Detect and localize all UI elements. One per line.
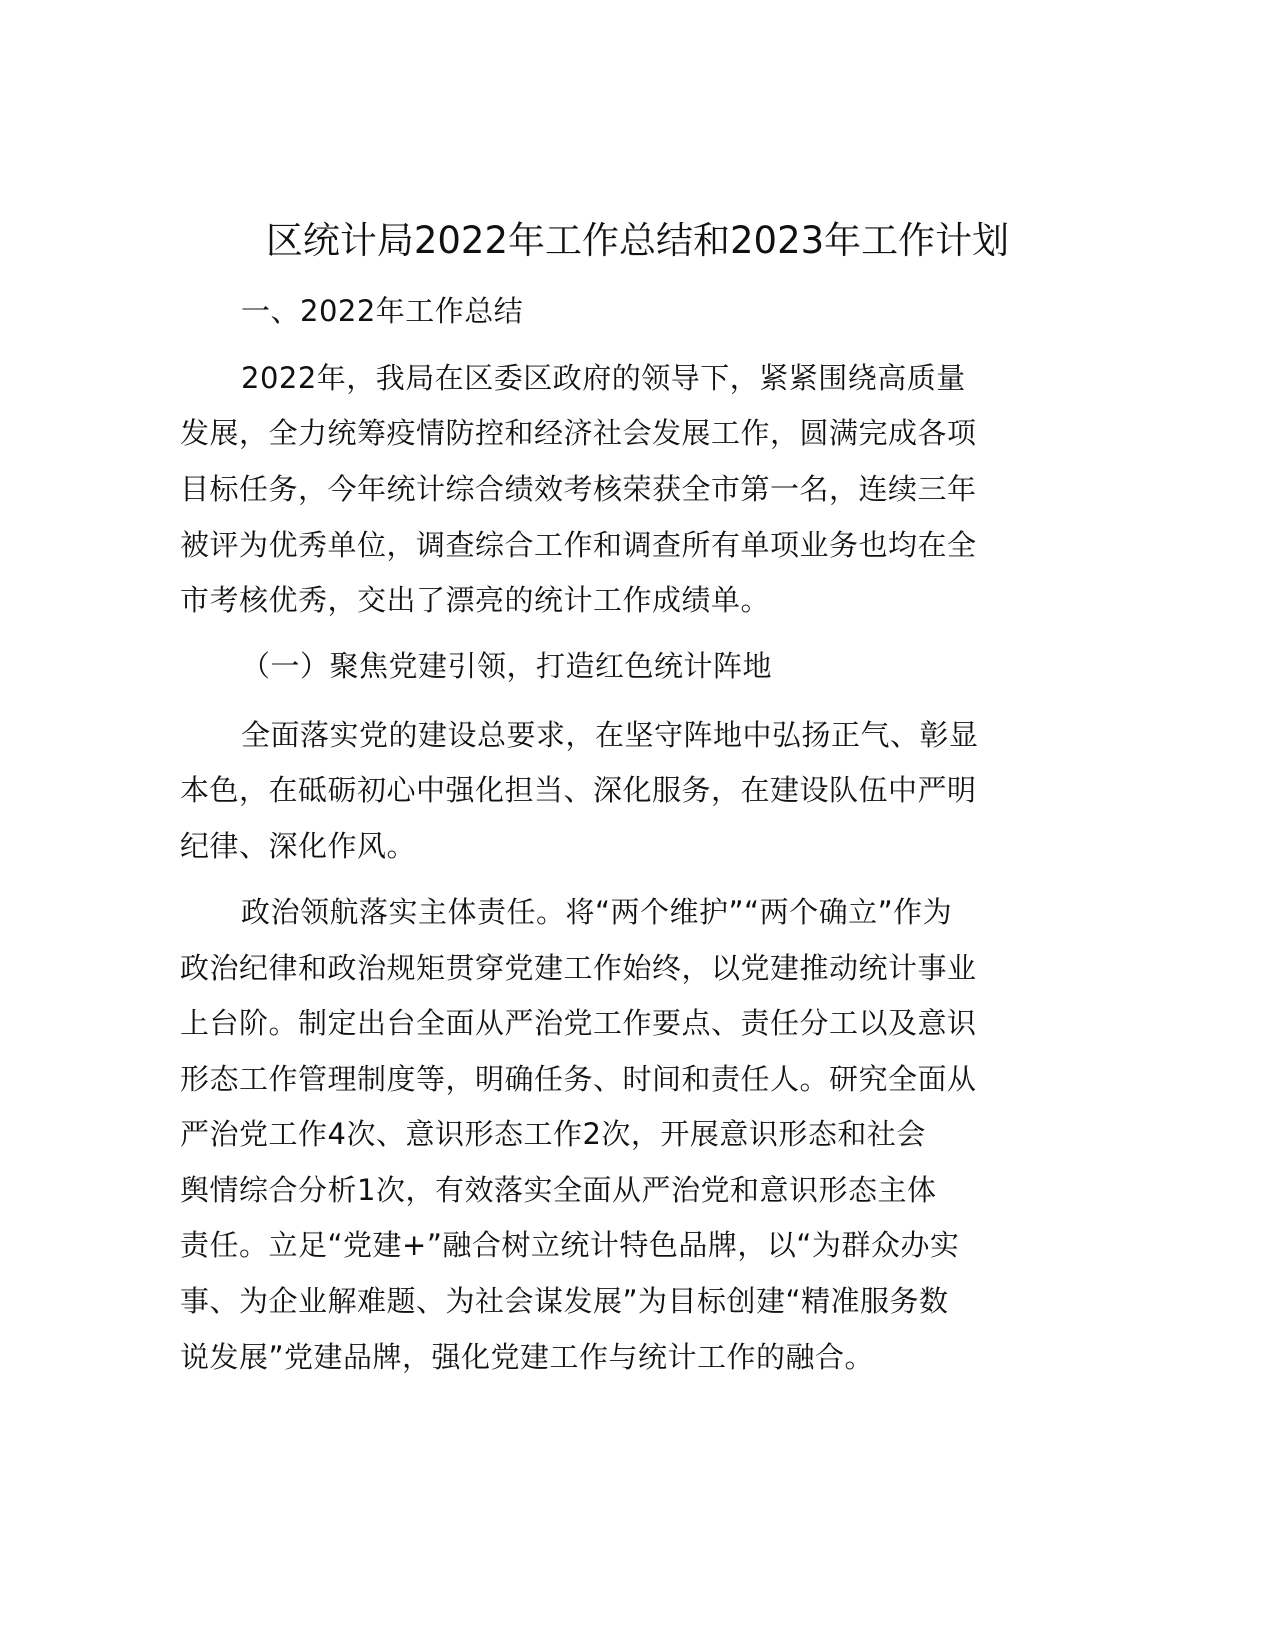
paragraph-line: 2022年，我局在区委区政府的领导下，紧紧围绕高质量 xyxy=(241,361,966,395)
paragraph-line: 发展，全力统筹疫情防控和经济社会发展工作，圆满完成各项 xyxy=(180,416,977,450)
paragraph-line: 目标任务，今年统计综合绩效考核荣获全市第一名，连续三年 xyxy=(180,472,977,506)
document-title: 区统计局2022年工作总结和2023年工作计划 xyxy=(265,219,1010,262)
paragraph-line: 舆情综合分析1次，有效落实全面从严治党和意识形态主体 xyxy=(180,1173,937,1207)
paragraph-line: 严治党工作4次、意识形态工作2次，开展意识形态和社会 xyxy=(180,1117,926,1151)
paragraph-line: 纪律、深化作风。 xyxy=(180,829,417,863)
paragraph-line: 责任。立足“党建+”融合树立统计特色品牌，以“为群众办实 xyxy=(180,1228,960,1262)
paragraph-line: 市考核优秀，交出了漂亮的统计工作成绩单。 xyxy=(180,583,771,617)
paragraph-line: 政治领航落实主体责任。将“两个维护”“两个确立”作为 xyxy=(241,895,953,929)
paragraph-line: 全面落实党的建设总要求，在坚守阵地中弘扬正气、彰显 xyxy=(241,718,979,752)
section-heading: （一）聚焦党建引领，打造红色统计阵地 xyxy=(241,649,773,683)
section-heading: 一、2022年工作总结 xyxy=(241,294,524,328)
paragraph-line: 形态工作管理制度等，明确任务、时间和责任人。研究全面从 xyxy=(180,1062,977,1096)
paragraph-line: 政治纪律和政治规矩贯穿党建工作始终，以党建推动统计事业 xyxy=(180,951,977,985)
paragraph-line: 说发展”党建品牌，强化党建工作与统计工作的融合。 xyxy=(180,1340,875,1374)
paragraph-line: 被评为优秀单位，调查综合工作和调查所有单项业务也均在全 xyxy=(180,528,977,562)
paragraph-line: 本色，在砥砺初心中强化担当、深化服务，在建设队伍中严明 xyxy=(180,773,977,807)
paragraph-line: 事、为企业解难题、为社会谋发展”为目标创建“精准服务数 xyxy=(180,1284,949,1318)
paragraph-line: 上台阶。制定出台全面从严治党工作要点、责任分工以及意识 xyxy=(180,1006,977,1040)
